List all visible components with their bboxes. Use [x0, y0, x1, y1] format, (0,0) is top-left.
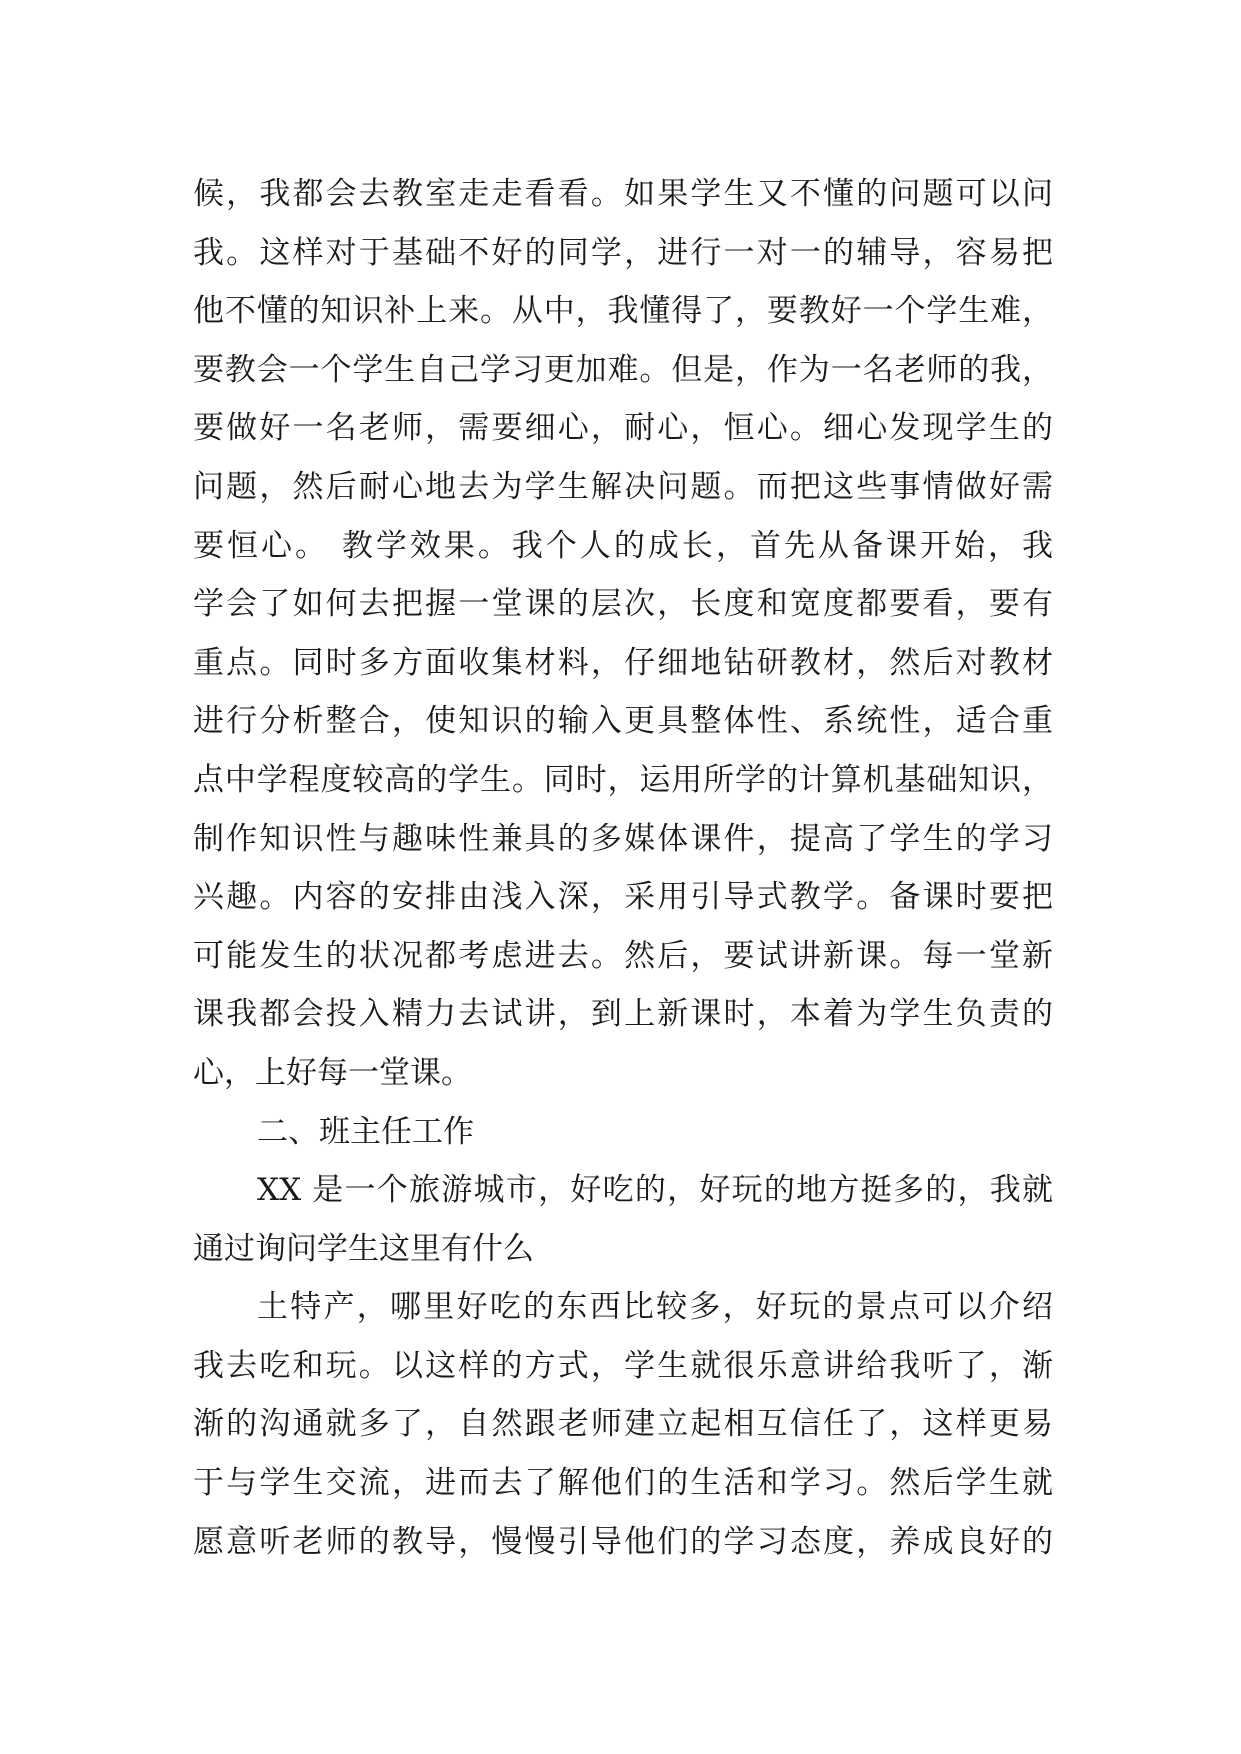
text-line: 可能发生的状况都考虑进去。然后，要试讲新课。每一堂新 [193, 937, 1053, 974]
text-line: 我去吃和玩。以这样的方式，学生就很乐意讲给我听了，渐 [193, 1347, 1053, 1384]
text-line: 我。这样对于基础不好的同学，进行一对一的辅导，容易把 [193, 234, 1053, 271]
text-line: 候，我都会去教室走走看看。如果学生又不懂的问题可以问 [193, 176, 1053, 212]
text-line: 重点。同时多方面收集材料，仔细地钻研教材，然后对教材 [193, 644, 1053, 681]
text-line: 点中学程度较高的学生。同时，运用所学的计算机基础知识， [193, 761, 1053, 798]
text-line: 心，上好每一堂课。 [193, 1054, 472, 1091]
text-line: 要做好一名老师，需要细心，耐心，恒心。细心发现学生的 [193, 410, 1053, 447]
text-line: 兴趣。内容的安排由浅入深，采用引导式教学。备课时要把 [193, 879, 1053, 916]
text-line: 要恒心。 教学效果。我个人的成长，首先从备课开始，我 [193, 527, 1053, 564]
text-line: 课我都会投入精力去试讲，到上新课时，本着为学生负责的 [193, 996, 1053, 1033]
text-line: 土特产，哪里好吃的东西比较多，好玩的景点可以介绍 [257, 1289, 1053, 1326]
text-line: 进行分析整合，使知识的输入更具整体性、系统性，适合重 [193, 703, 1053, 740]
section-heading: 二、班主任工作 [257, 1113, 474, 1150]
text-line: 学会了如何去把握一堂课的层次，长度和宽度都要看，要有 [193, 586, 1053, 623]
text-line: 渐的沟通就多了，自然跟老师建立起相互信任了，这样更易 [193, 1406, 1053, 1443]
text-line: 问题，然后耐心地去为学生解决问题。而把这些事情做好需 [193, 468, 1053, 505]
text-line: XX 是一个旅游城市，好吃的，好玩的地方挺多的，我就 [257, 1172, 1053, 1209]
text-line: 他不懂的知识补上来。从中，我懂得了，要教好一个学生难， [193, 293, 1053, 330]
text-line: 要教会一个学生自己学习更加难。但是，作为一名老师的我， [193, 351, 1053, 388]
text-line: 于与学生交流，进而去了解他们的生活和学习。然后学生就 [193, 1465, 1053, 1502]
text-line: 愿意听老师的教导，慢慢引导他们的学习态度，养成良好的 [193, 1523, 1053, 1560]
text-line: 通过询问学生这里有什么 [193, 1230, 534, 1267]
body-text [193, 165, 1053, 1571]
text-line: 制作知识性与趣味性兼具的多媒体课件，提高了学生的学习 [193, 820, 1053, 857]
